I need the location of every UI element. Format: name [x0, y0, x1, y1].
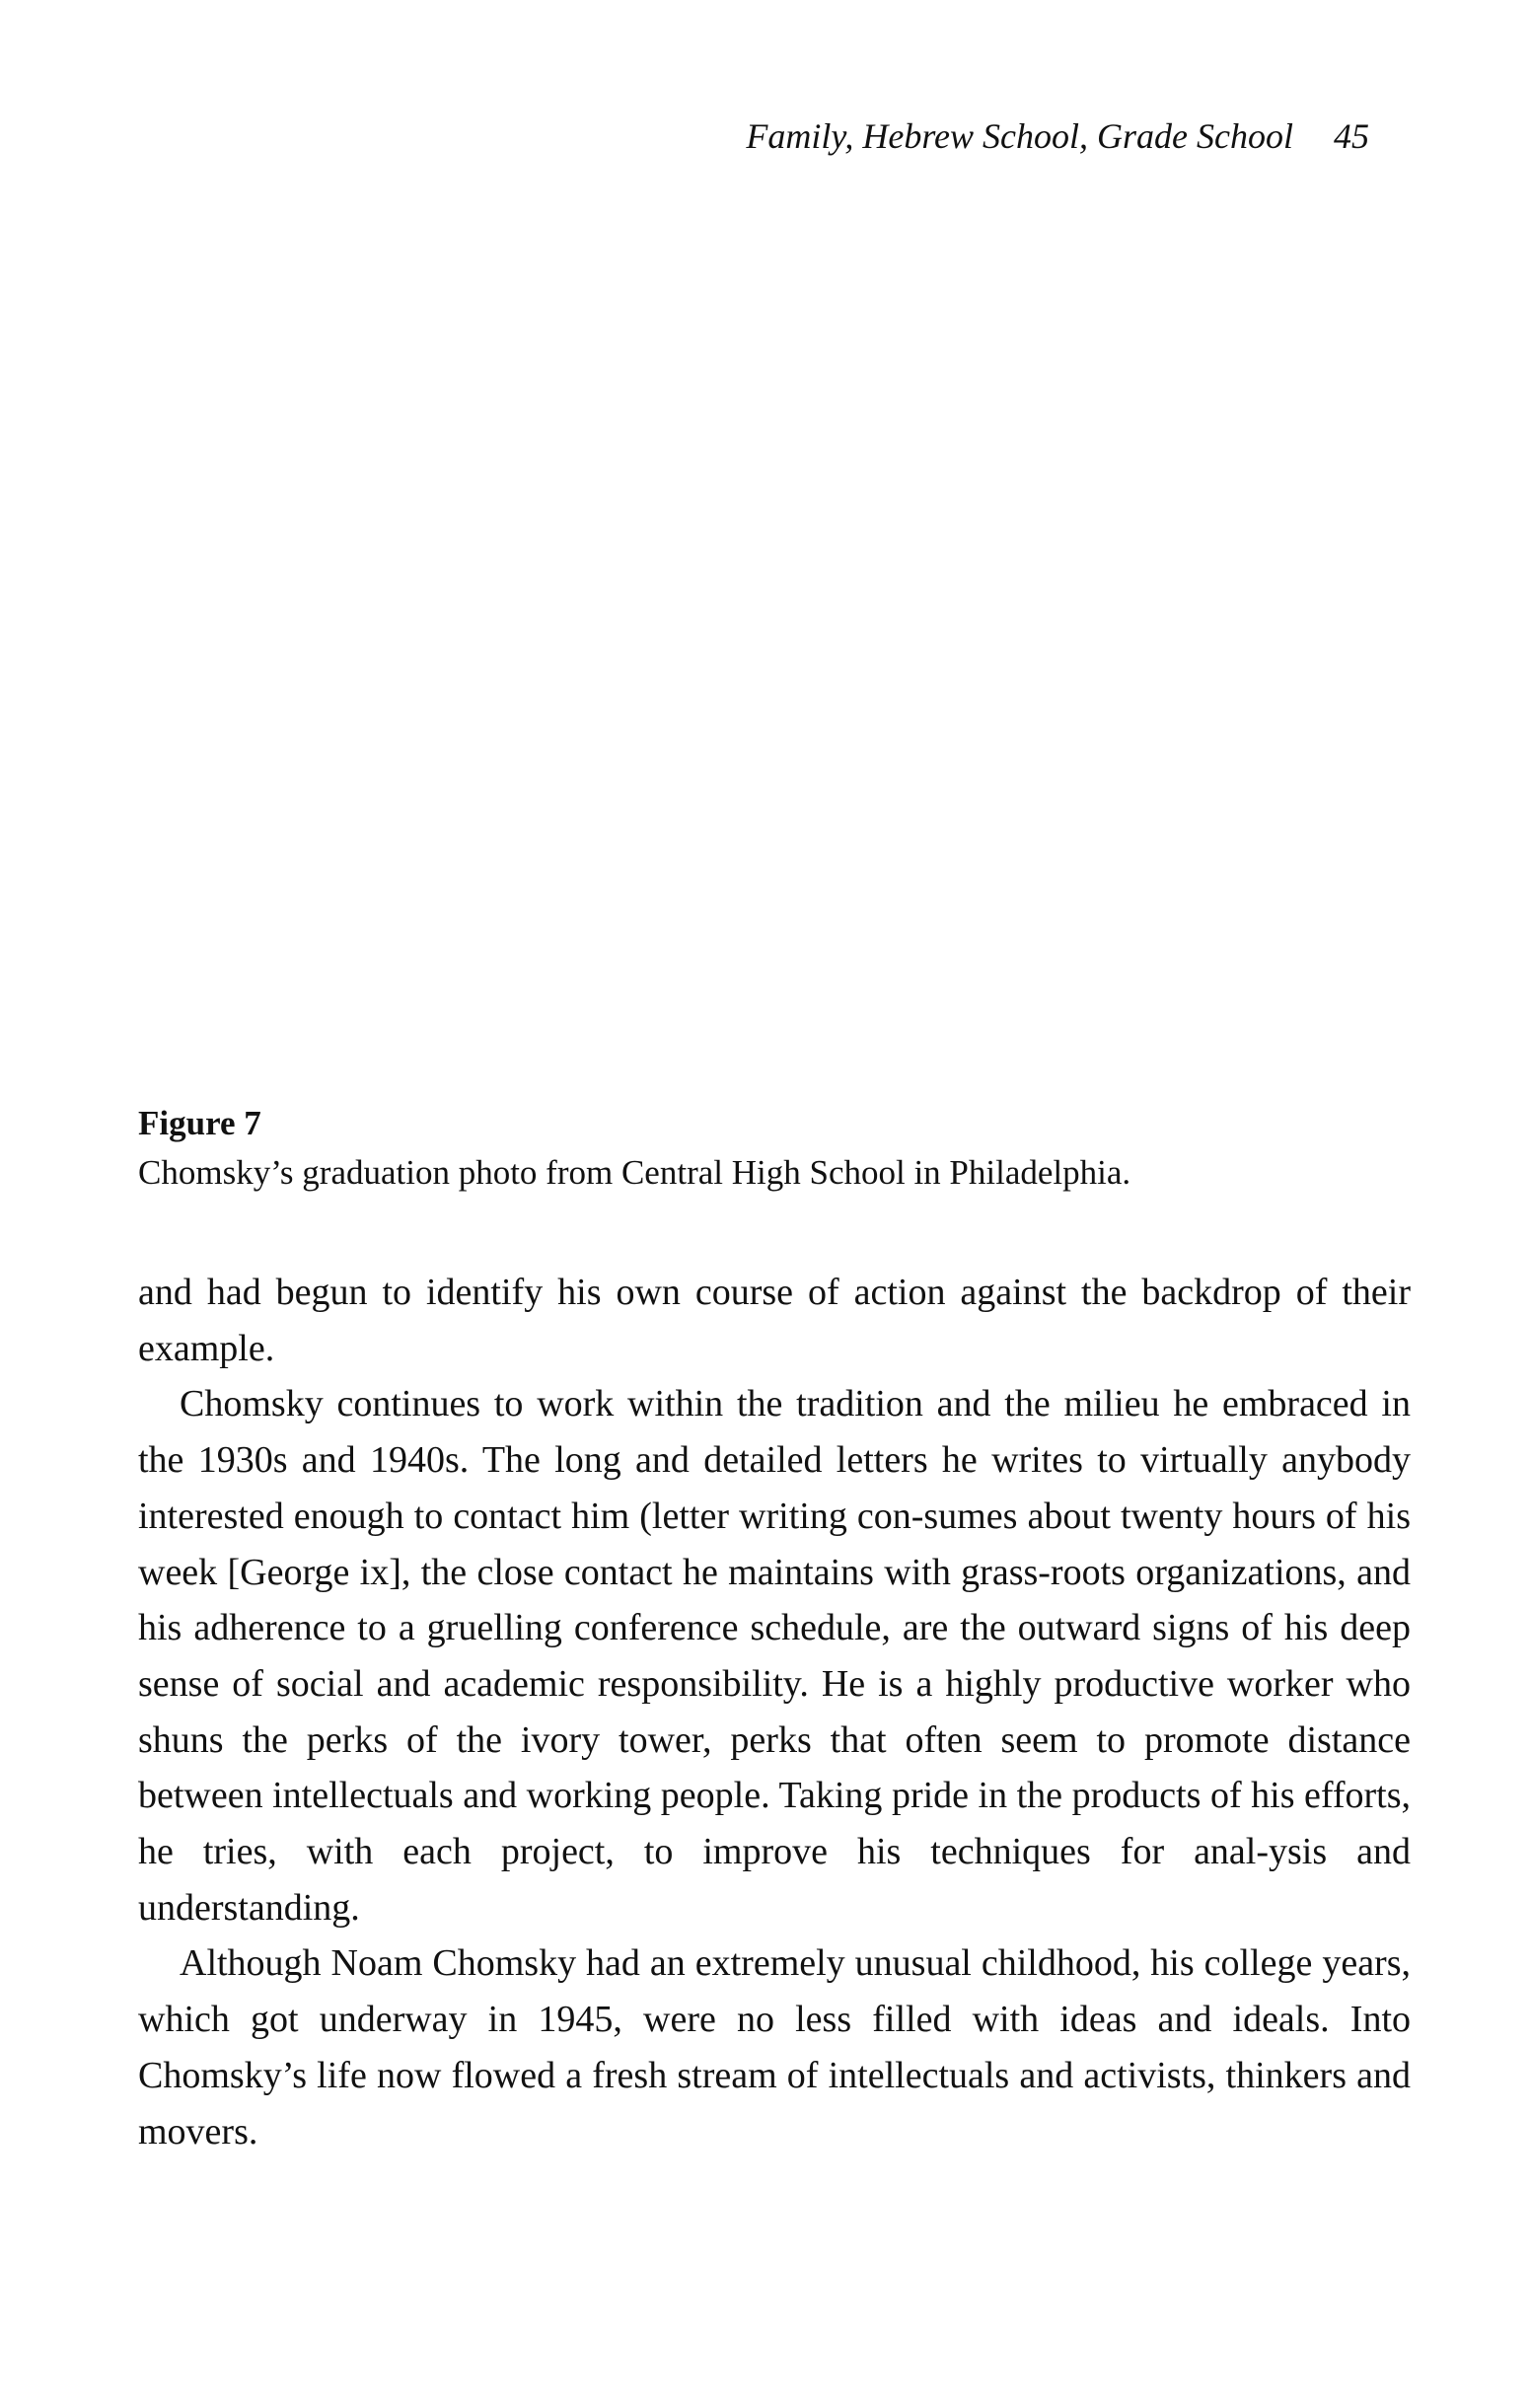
figure-label: Figure 7: [138, 1104, 261, 1142]
figure-caption-text: Chomsky’s graduation photo from Central High School in Philadelphia.: [138, 1153, 1131, 1192]
page-number: 45: [1334, 116, 1369, 156]
body-text: [138, 1265, 1411, 2159]
paragraph: Although Noam Chomsky had an extremely unusual childhood, his college years, which got underway in 1945, were no less filled with ideas and ideals. Into Chomsky’s life now flowed a fresh stream of intellectuals and activists, thinkers and movers.: [138, 1942, 1411, 2153]
page-header: [0, 107, 1530, 166]
paragraph: Chomsky continues to work within the tradition and the milieu he embraced in the 1930s and 1940s. The long and detailed letters he writes to virtually anybody interested enough to contact him (letter writing con-sumes about twenty hours of his week [George ix], the close contact he maintains with grass-roots organizations, and his adherence to a gruelling conference schedule, are the outward signs of his deep sense of social and academic responsibility. He is a highly productive worker who shuns the perks of the ivory tower, perks that often seem to promote distance between intellectuals and working people. Taking pride in the products of his efforts, he tries, with each project, to improve his techniques for anal-ysis and understanding.: [138, 1383, 1411, 1929]
figure-caption: [138, 1099, 1411, 1198]
paragraph: and had begun to identify his own course of action against the backdrop of their example.: [138, 1272, 1411, 1369]
running-head: Family, Hebrew School, Grade School: [746, 116, 1293, 156]
figure-image-area: [138, 197, 1401, 1085]
